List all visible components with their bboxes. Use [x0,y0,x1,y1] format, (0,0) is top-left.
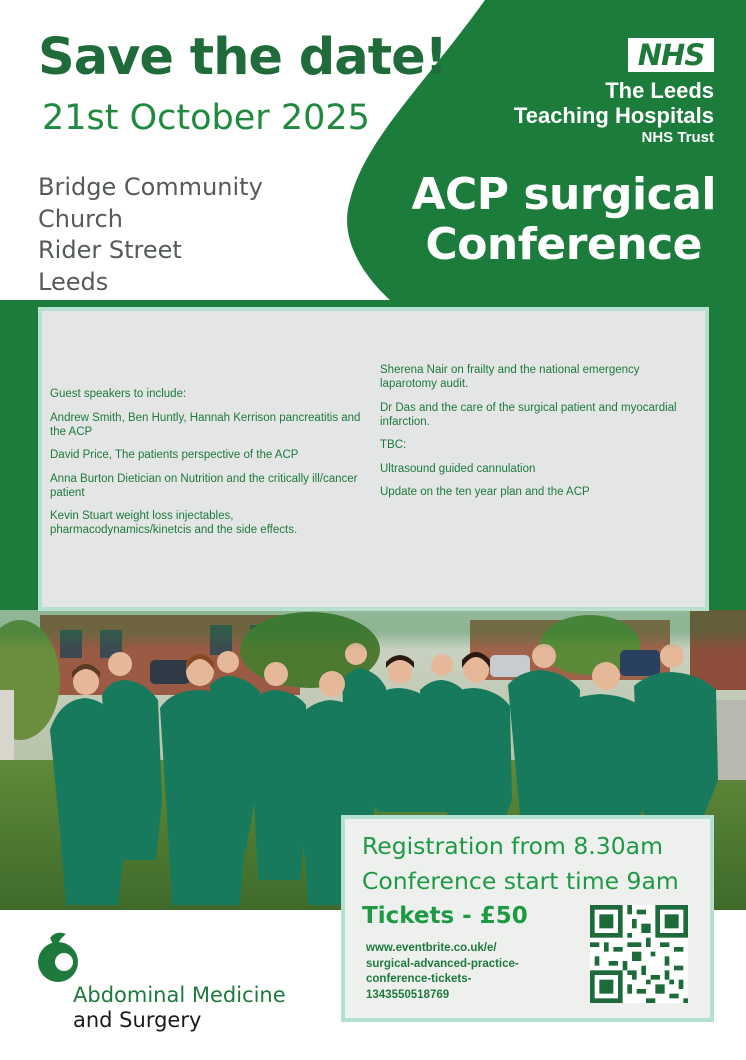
speakers-left-column [50,387,372,547]
speaker-item: Ultrasound guided cannulation [380,462,536,475]
trust-line: Teaching Hospitals [513,103,714,128]
ticket-url-line: www.eventbrite.co.uk/e/ [366,942,497,954]
conference-title [411,170,716,270]
department-line: and Surgery [73,1008,202,1032]
conference-title-line: ACP surgical [411,169,716,220]
speaker-item: Anna Burton Dietician on Nutrition and the critically ill/cancer patient [50,472,358,499]
speaker-item: Update on the ten year plan and the ACP [380,486,590,498]
start-time: Conference start time 9am [362,867,679,895]
speaker-item: Sherena Nair on frailty and the national emergency laparotomy audit. [380,364,640,390]
event-date: 21st October 2025 [42,98,370,138]
department-line: Abdominal Medicine [73,983,286,1007]
speaker-item: Kevin Stuart weight loss injectables, pharmacodynamics/kinetcis and the side effects. [50,510,298,536]
department-name [73,983,286,1033]
venue-line: Rider Street [38,236,182,264]
ticket-url-line: conference-tickets- [366,973,472,985]
venue-line: Bridge Community [38,173,263,201]
trust-line: NHS Trust [641,129,714,146]
speaker-item: David Price, The patients perspective of the ACP [50,449,299,461]
nhs-logo-text: NHS [637,38,705,72]
trust-line: The Leeds [605,78,714,103]
ticket-url[interactable] [366,941,519,1003]
trust-name [514,78,714,147]
ticket-price: Tickets - £50 [362,903,528,929]
speaker-item: Dr Das and the care of the surgical patient and myocardial infarction. [380,401,677,428]
registration-time: Registration from 8.30am [362,832,663,860]
speaker-item: Andrew Smith, Ben Huntly, Hannah Kerrison pancreatitis and the ACP [50,411,361,438]
venue-line: Church [38,204,123,233]
conference-title-line: Conference [425,219,703,270]
speaker-item: Guest speakers to include: [50,388,187,400]
venue-address [38,172,263,298]
ticket-url-line: 1343550518769 [366,988,450,1001]
venue-line: Leeds [38,267,109,296]
speakers-right-column [380,363,690,509]
speaker-item: TBC: [380,439,407,451]
qr-code-icon[interactable] [590,905,688,1003]
ticket-url-line: surgical-advanced-practice- [366,957,519,970]
headline: Save the date! [38,28,447,87]
